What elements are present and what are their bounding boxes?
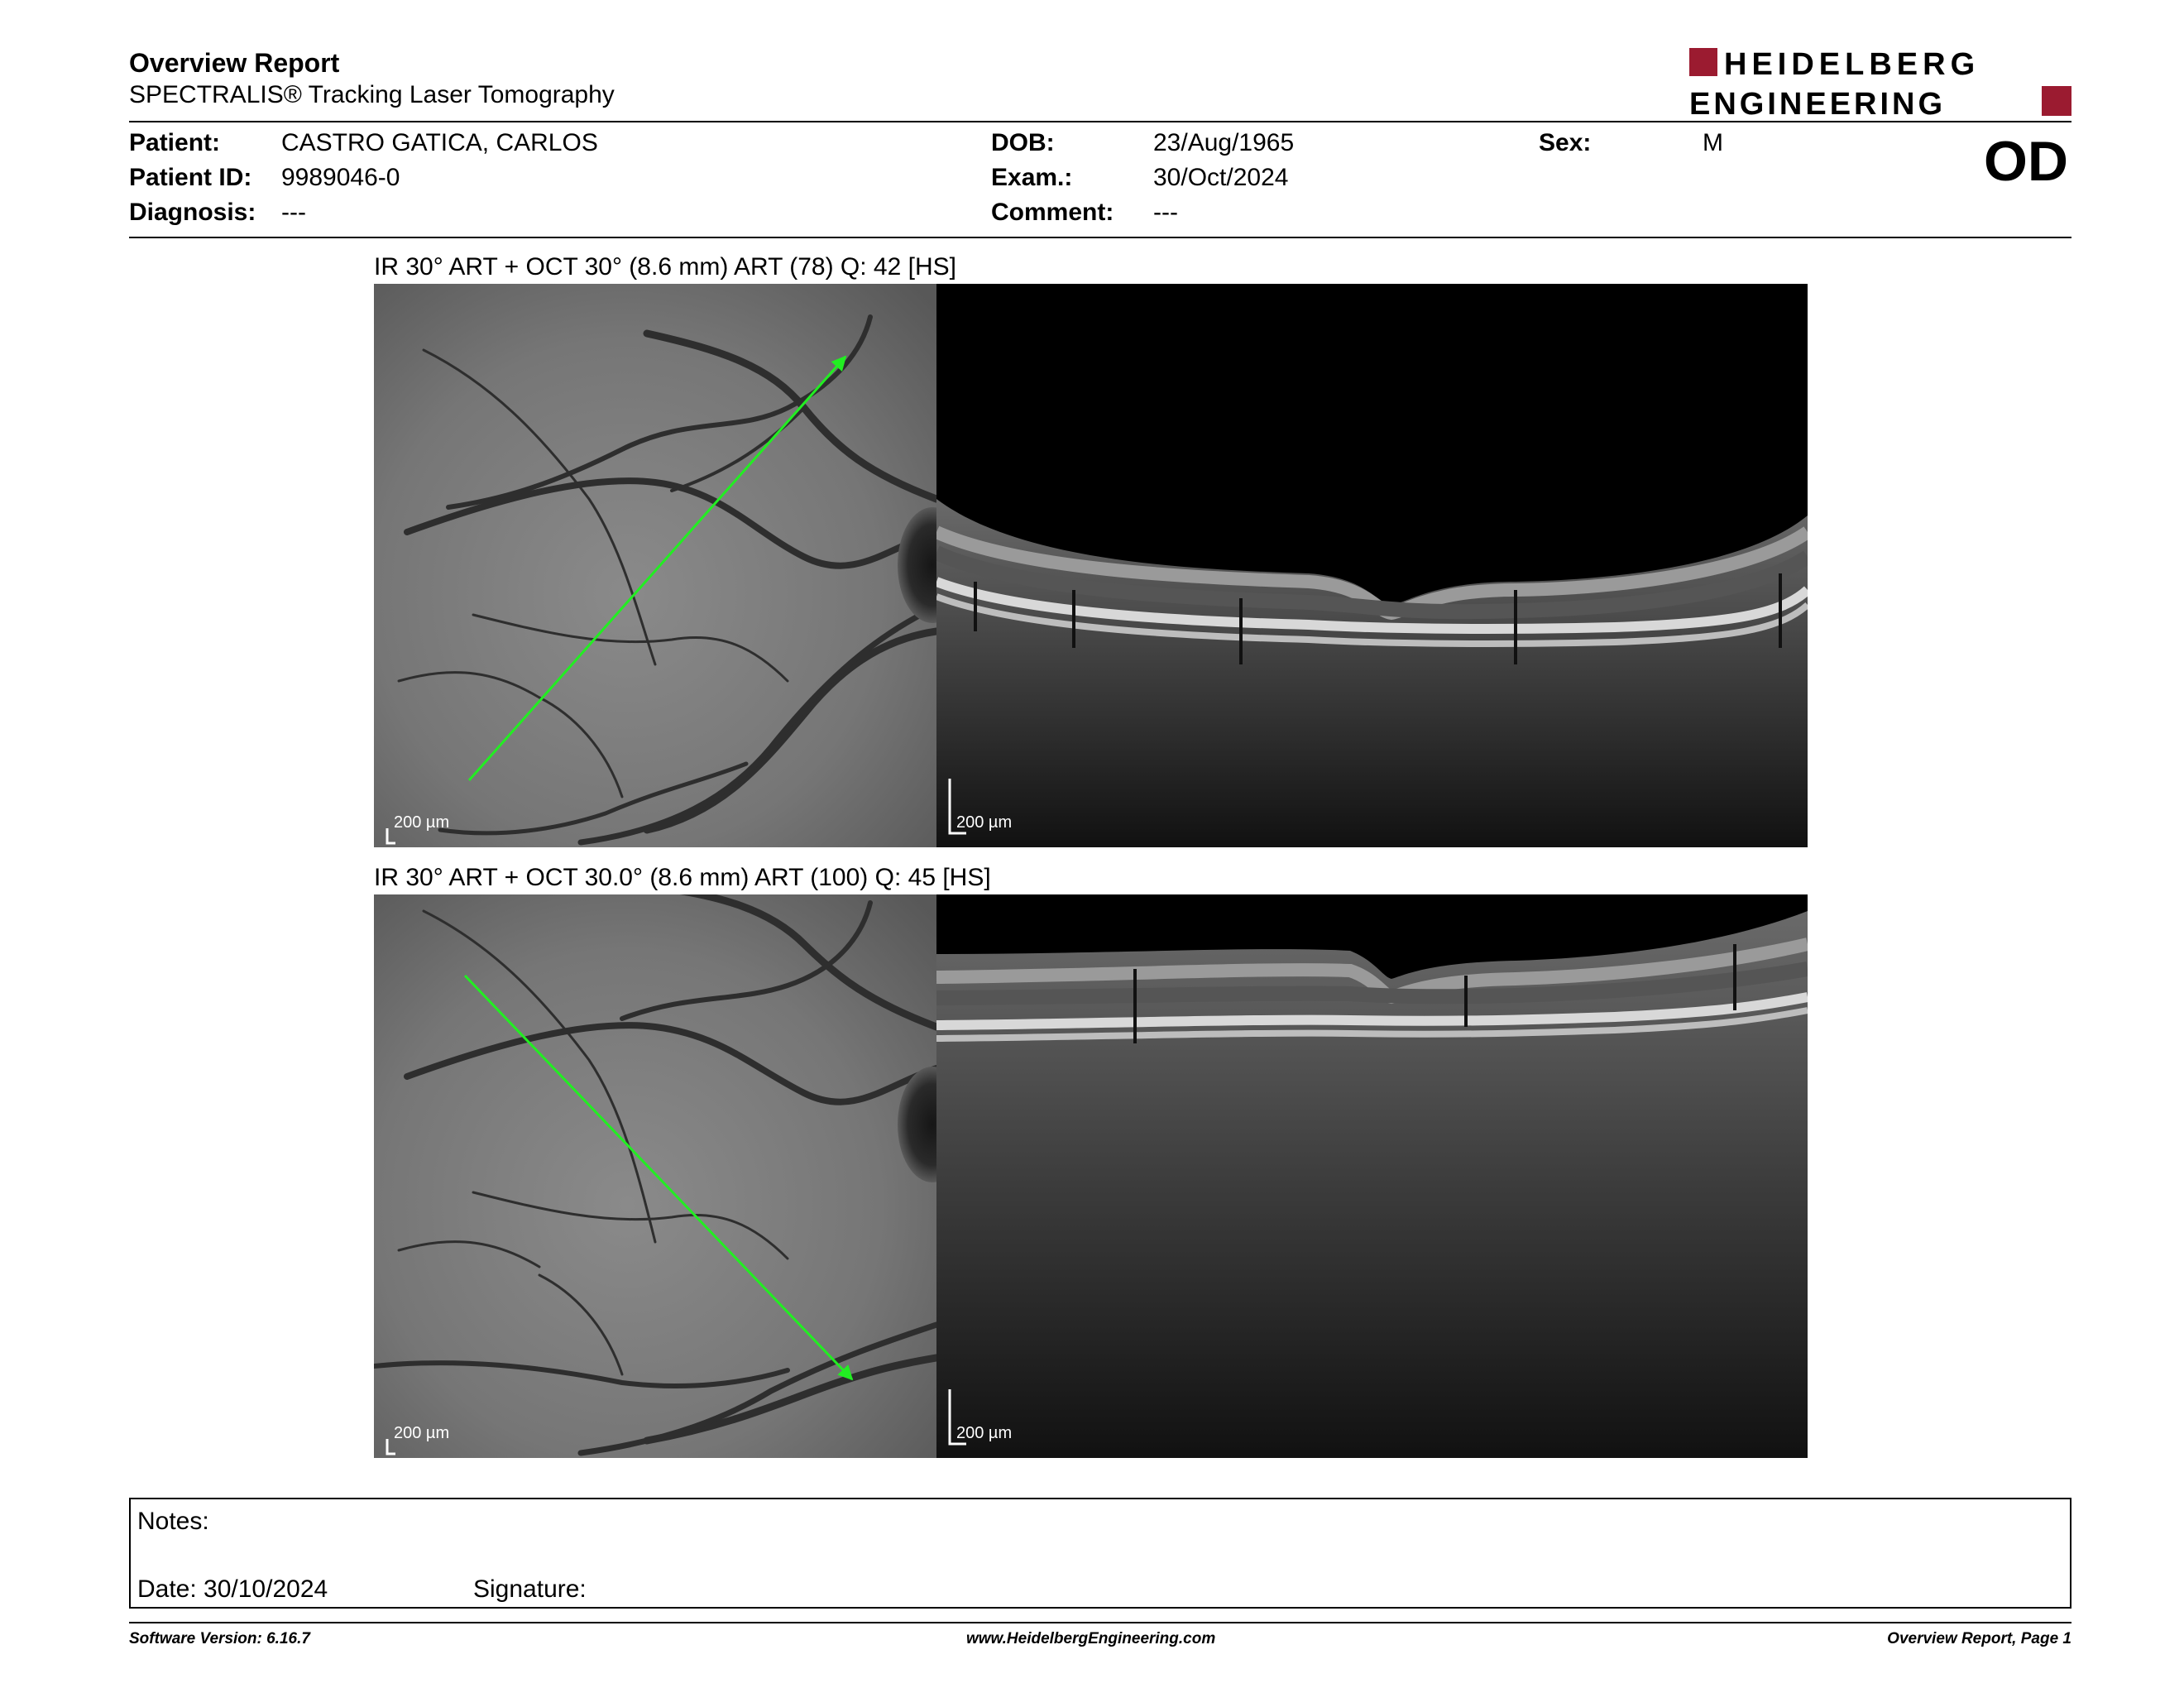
report-subtitle: SPECTRALIS® Tracking Laser Tomography	[129, 81, 615, 108]
header-divider	[129, 121, 2071, 122]
exam-label: Exam.:	[991, 164, 1073, 191]
exam-value: 30/Oct/2024	[1153, 164, 1289, 191]
notes-box[interactable]	[129, 1498, 2071, 1609]
scan-1-oct-scale-label: 200 µm	[956, 813, 1013, 832]
notes-label: Notes:	[137, 1508, 209, 1535]
dob-label: DOB:	[991, 129, 1055, 156]
scan-1-caption: IR 30° ART + OCT 30° (8.6 mm) ART (78) Q: 42 [HS]	[374, 253, 956, 281]
software-version: Software Version: 6.16.7	[129, 1630, 310, 1647]
patient-id: 9989046-0	[281, 164, 400, 191]
scan-1-oct-image	[936, 284, 1808, 847]
svg-text:HEIDELBERG: HEIDELBERG	[1724, 47, 1980, 82]
scan-2-ir-image	[374, 894, 936, 1458]
patient-id-label: Patient ID:	[129, 164, 252, 191]
scan-2-caption: IR 30° ART + OCT 30.0° (8.6 mm) ART (100) Q: 45 [HS]	[374, 864, 991, 891]
patient-name: CASTRO GATICA, CARLOS	[281, 129, 598, 156]
scan-2-ir-scale-label: 200 µm	[394, 1424, 450, 1442]
page-number: Overview Report, Page 1	[1887, 1630, 2071, 1647]
notes-date: Date: 30/10/2024	[137, 1575, 328, 1603]
sex-value: M	[1703, 129, 1723, 156]
patient-label: Patient:	[129, 129, 221, 156]
sex-label: Sex:	[1539, 129, 1592, 156]
diagnosis-label: Diagnosis:	[129, 199, 256, 226]
website-link[interactable]: www.HeidelbergEngineering.com	[966, 1630, 1216, 1647]
diagnosis-value: ---	[281, 199, 306, 226]
comment-label: Comment:	[991, 199, 1114, 226]
scan-1-ir-scale-label: 200 µm	[394, 813, 450, 832]
comment-value: ---	[1153, 199, 1178, 226]
heidelberg-logo	[1689, 46, 2071, 119]
eye-indicator: OD	[1984, 130, 2068, 193]
scan-2-oct-scale-label: 200 µm	[956, 1424, 1013, 1442]
dob-value: 23/Aug/1965	[1153, 129, 1295, 156]
footer-divider	[129, 1622, 2071, 1623]
scan-2-oct-image	[936, 894, 1808, 1458]
report-title: Overview Report	[129, 48, 340, 78]
signature-label: Signature:	[473, 1575, 587, 1603]
patient-divider	[129, 237, 2071, 238]
scan-1-ir-image	[374, 284, 936, 847]
svg-text:ENGINEERING: ENGINEERING	[1689, 87, 1947, 119]
